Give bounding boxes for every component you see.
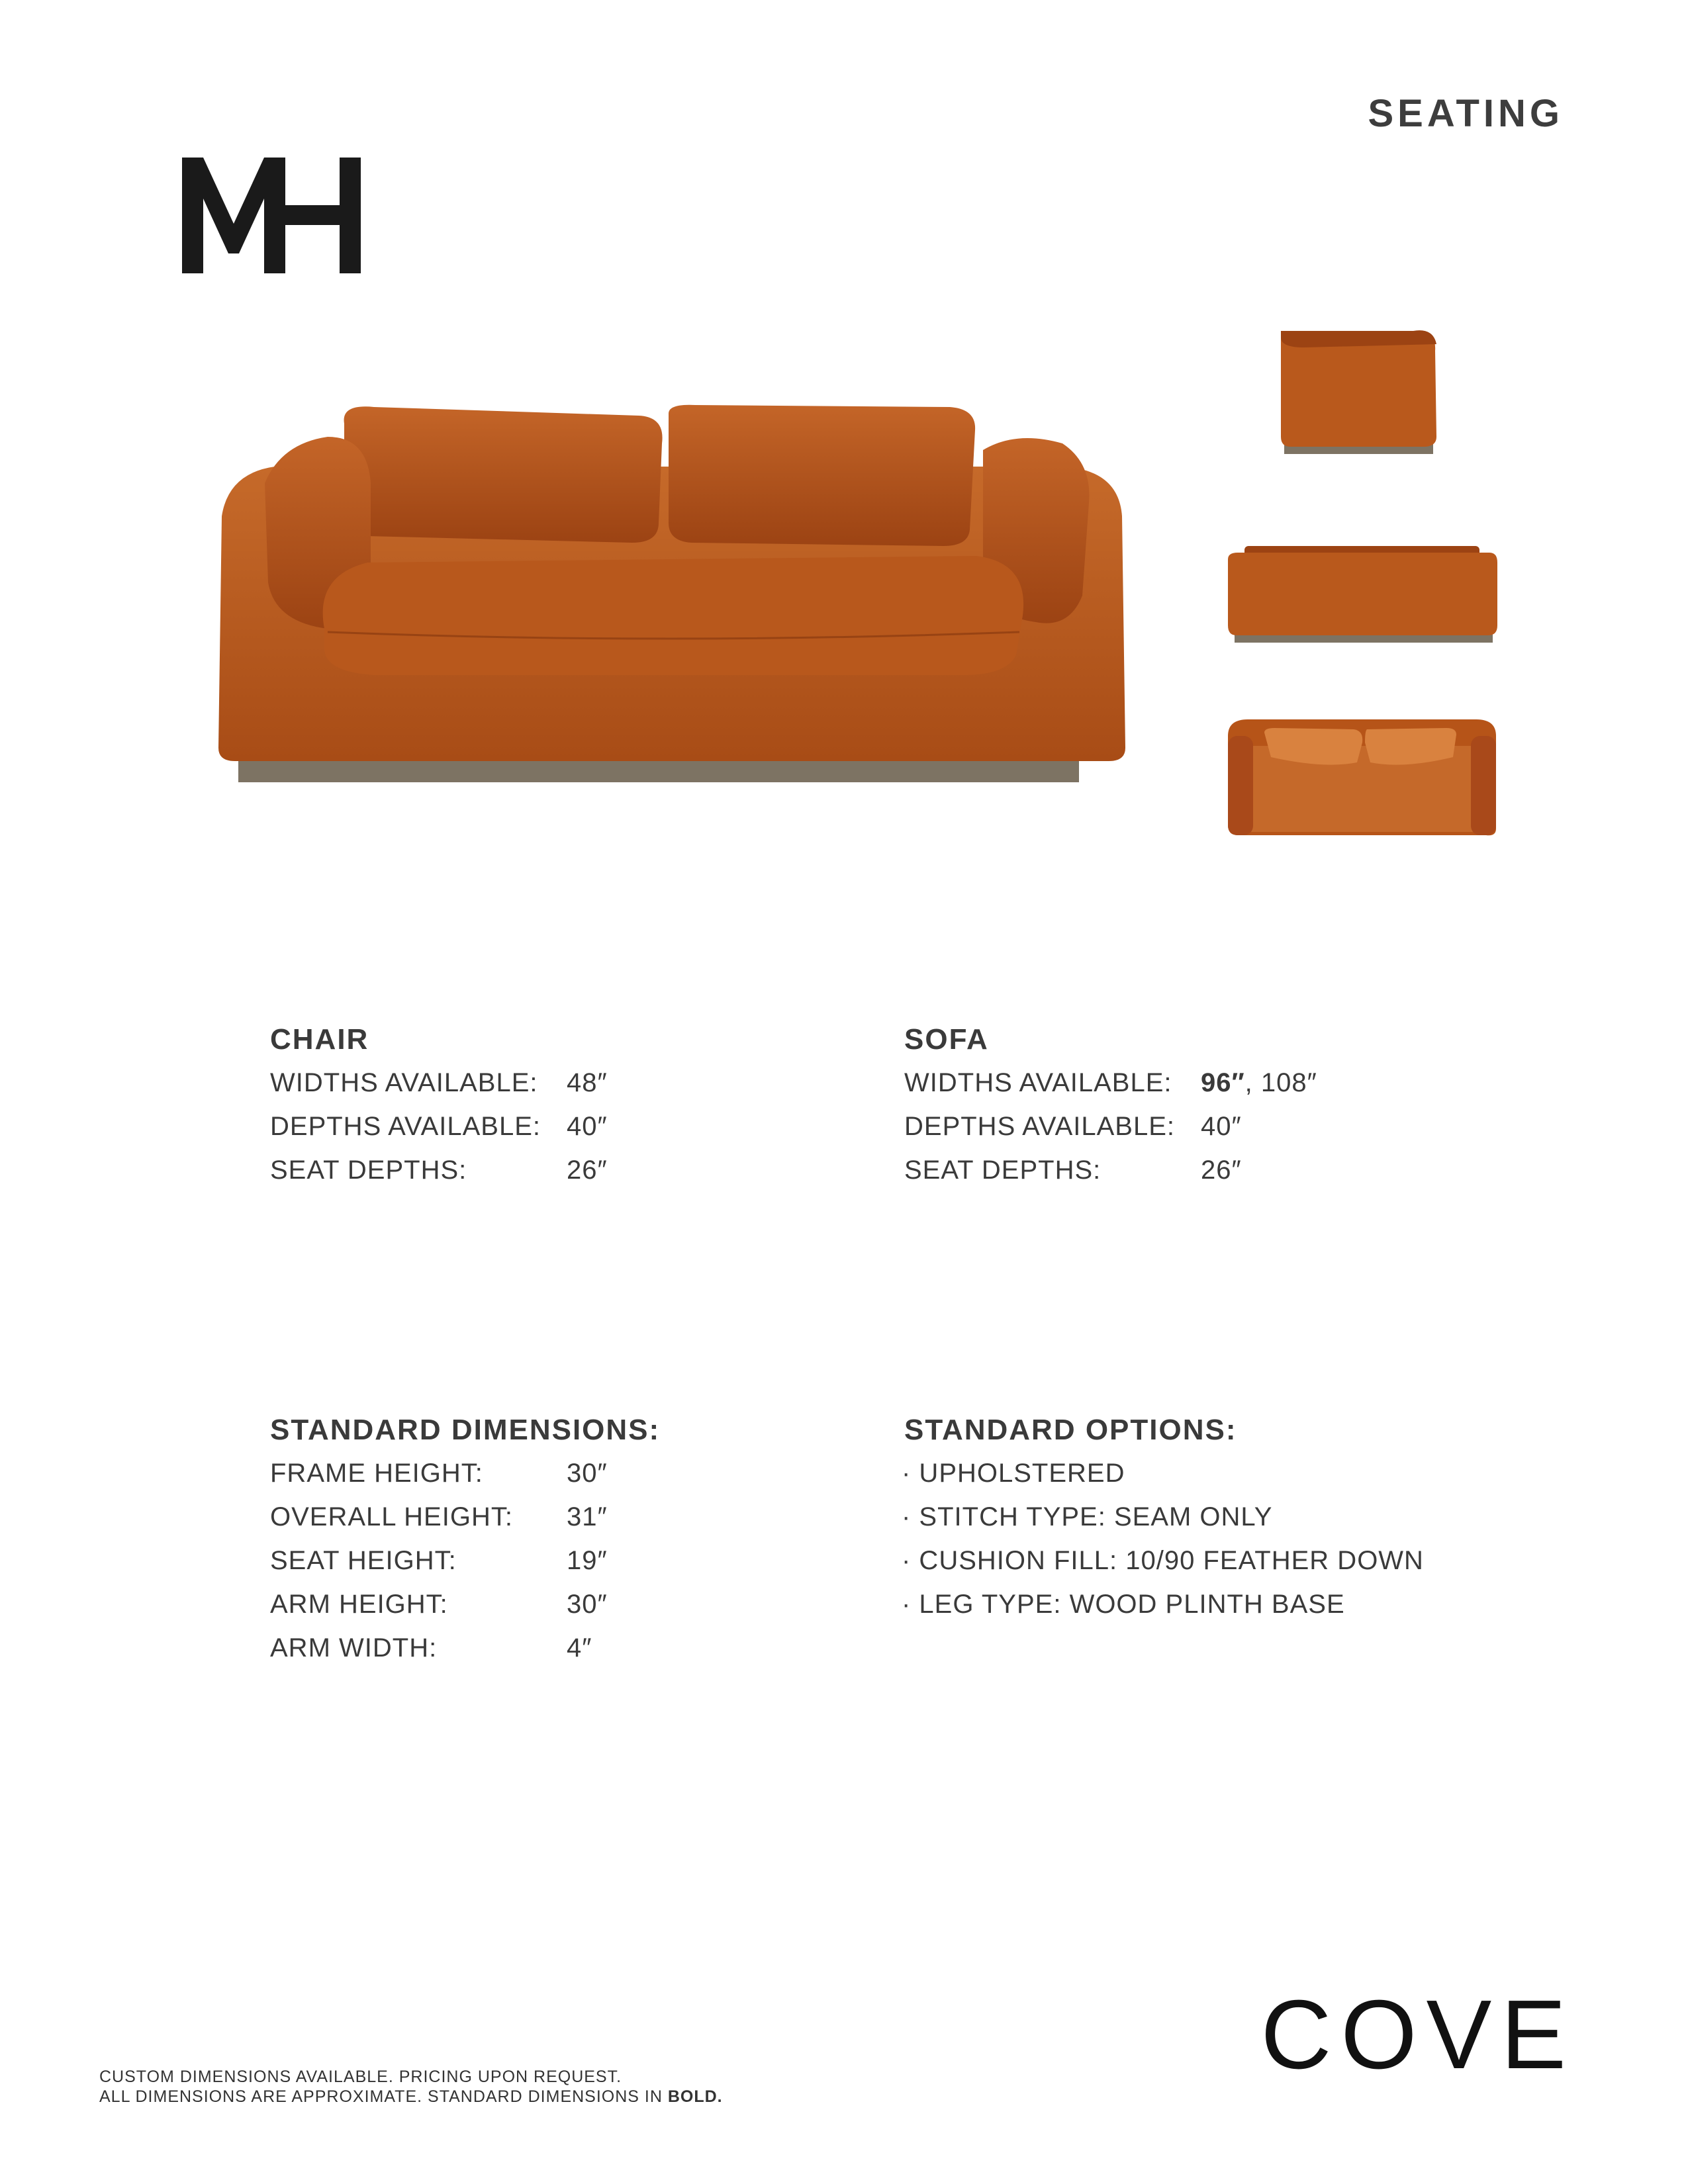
footer-note-bold: BOLD. (667, 2087, 723, 2106)
option-item: · LEG TYPE: WOOD PLINTH BASE (902, 1590, 1345, 1619)
chair-widths-value: 48″ (567, 1068, 608, 1097)
dim-label: OVERALL HEIGHT: (270, 1502, 513, 1531)
chair-widths-label: WIDTHS AVAILABLE: (270, 1068, 538, 1097)
dim-value: 30″ (567, 1459, 608, 1488)
option-item: · STITCH TYPE: SEAM ONLY (902, 1502, 1273, 1531)
dim-value: 31″ (567, 1502, 608, 1531)
sofa-seat-depths-value: 26″ (1201, 1156, 1242, 1185)
dim-value: 30″ (567, 1590, 608, 1619)
sofa-back-image (1225, 543, 1499, 645)
sofa-depths-label: DEPTHS AVAILABLE: (904, 1112, 1176, 1141)
sofa-side-image (1278, 324, 1443, 457)
category-label: SEATING (1368, 92, 1564, 135)
footer-note-line2 (99, 2087, 723, 2107)
sofa-front-image (202, 404, 1142, 788)
chair-seat-depths-value: 26″ (567, 1156, 608, 1185)
sofa-top-image (1225, 716, 1499, 839)
sofa-widths-standard-value: 96″ (1201, 1068, 1245, 1097)
dim-value: 19″ (567, 1546, 608, 1575)
sofa-seat-depths-label: SEAT DEPTHS: (904, 1156, 1102, 1185)
standard-options-title: STANDARD OPTIONS: (904, 1414, 1237, 1446)
product-name: COVE (1260, 1980, 1575, 2089)
sofa-widths-value (1201, 1068, 1317, 1098)
dim-label: ARM WIDTH: (270, 1633, 438, 1662)
standard-dimensions-title: STANDARD DIMENSIONS: (270, 1414, 661, 1446)
option-item: · CUSHION FILL: 10/90 FEATHER DOWN (902, 1546, 1424, 1575)
mh-logo (182, 158, 361, 273)
footer-note-line1: CUSTOM DIMENSIONS AVAILABLE. PRICING UPON REQUEST. (99, 2068, 622, 2086)
chair-depths-label: DEPTHS AVAILABLE: (270, 1112, 541, 1141)
footer-note-line2-text: ALL DIMENSIONS ARE APPROXIMATE. STANDARD DIMENSIONS IN (99, 2087, 668, 2106)
sofa-title: SOFA (904, 1023, 989, 1056)
dim-value: 4″ (567, 1633, 592, 1662)
option-item: · UPHOLSTERED (902, 1459, 1125, 1488)
chair-depths-value: 40″ (567, 1112, 608, 1141)
chair-seat-depths-label: SEAT DEPTHS: (270, 1156, 467, 1185)
sofa-depths-value: 40″ (1201, 1112, 1242, 1141)
dim-label: SEAT HEIGHT: (270, 1546, 457, 1575)
dim-label: ARM HEIGHT: (270, 1590, 448, 1619)
sofa-widths-other-value: , 108″ (1244, 1068, 1317, 1097)
chair-title: CHAIR (270, 1023, 369, 1056)
dim-label: FRAME HEIGHT: (270, 1459, 483, 1488)
sofa-widths-label: WIDTHS AVAILABLE: (904, 1068, 1172, 1097)
